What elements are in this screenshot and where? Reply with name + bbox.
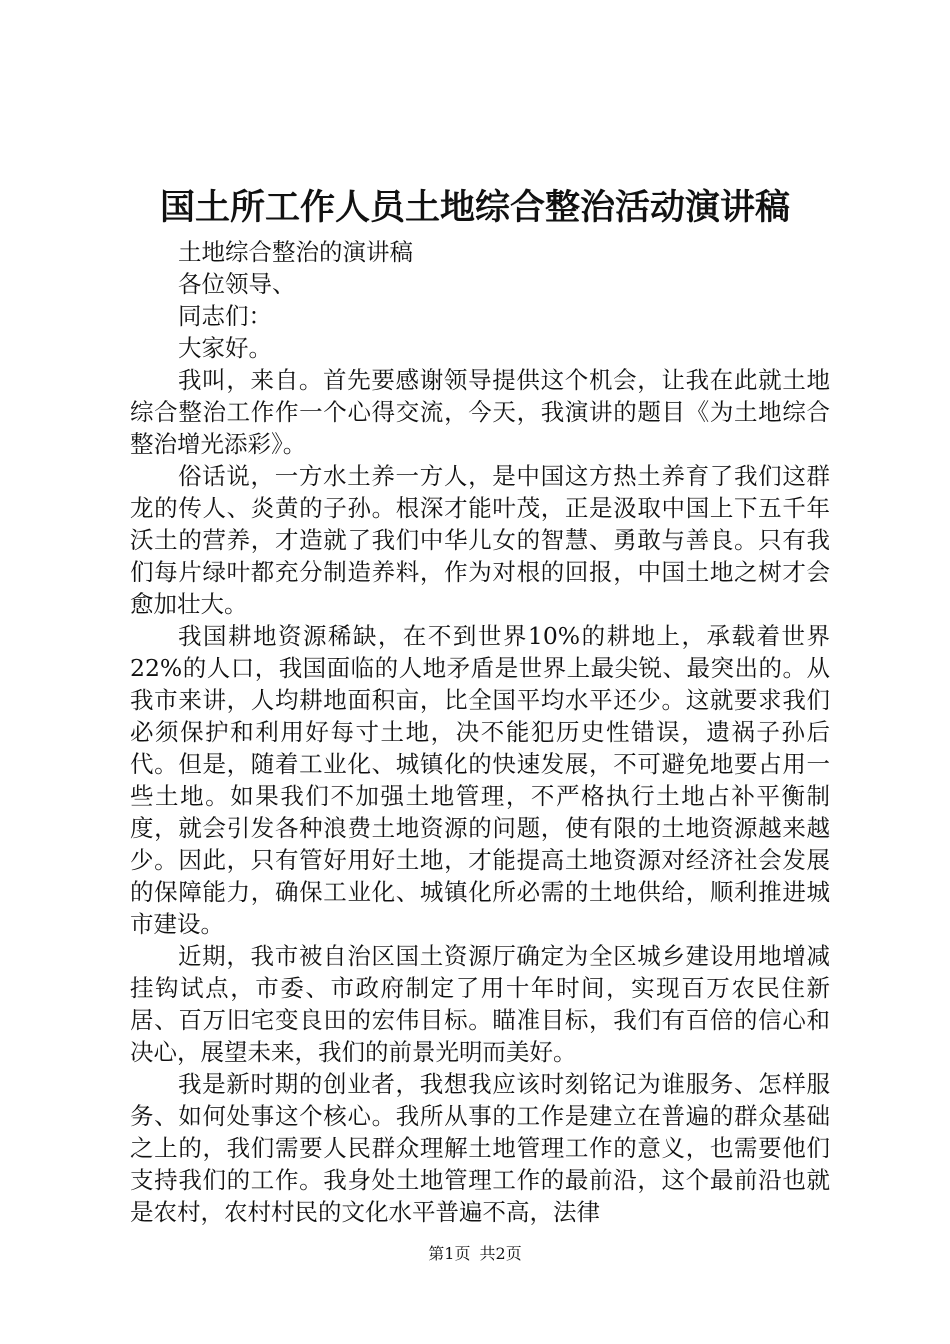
document-body [130, 236, 830, 1228]
page-number: 第1页 [428, 1244, 471, 1263]
page-total: 共2页 [479, 1244, 522, 1263]
paragraph-farmland: 我国耕地资源稀缺，在不到世界10%的耕地上，承载着世界22%的人口，我国面临的人地矛盾是世界上最尖锐、最突出的。从我市来讲，人均耕地面积亩，比全国平均水平还少。这就要求我们必须保护和利用好每寸土地，决不能犯历史性错误，遗祸子孙后代。但是，随着工业化、城镇化的快速发展，不可避免地要占用一些土地。如果我们不加强土地管理，不严格执行土地占补平衡制度，就会引发各种浪费土地资源的问题，使有限的土地资源越来越少。因此，只有管好用好土地，才能提高土地资源对经济社会发展的保障能力，确保工业化、城镇化所必需的土地供给，顺利推进城市建设。 [130, 622, 830, 938]
page-footer [0, 1244, 950, 1264]
paragraph-introduction: 我叫，来自。首先要感谢领导提供这个机会，让我在此就土地综合整治工作作一个心得交流，今天，我演讲的题目《为土地综合整治增光添彩》。 [130, 366, 830, 458]
paragraph-subtitle: 土地综合整治的演讲稿 [178, 238, 413, 266]
paragraph-service: 我是新时期的创业者，我想我应该时刻铭记为谁服务、怎样服务、如何处事这个核心。我所从事的工作是建立在普遍的群众基础之上的，我们需要人民群众理解土地管理工作的意义，也需要他们支持我们的工作。我身处土地管理工作的最前沿，这个最前沿也就是农村，农村村民的文化水平普遍不高，法律 [130, 1070, 830, 1226]
paragraph-pilot: 近期，我市被自治区国土资源厅确定为全区城乡建设用地增减挂钩试点，市委、市政府制定了用十年时间，实现百万农民住新居、百万旧宅变良田的宏伟目标。瞄准目标，我们有百倍的信心和决心，展望未来，我们的前景光明而美好。 [130, 942, 830, 1066]
paragraph-greeting: 大家好。 [178, 334, 272, 362]
paragraph-salutation-comrades: 同志们： [178, 302, 272, 330]
paragraph-salutation-leaders: 各位领导、 [178, 270, 296, 298]
paragraph-proverb: 俗话说，一方水土养一方人，是中国这方热土养育了我们这群龙的传人、炎黄的子孙。根深才能叶茂，正是汲取中国上下五千年沃土的营养，才造就了我们中华儿女的智慧、勇敢与善良。只有我们每片绿叶都充分制造养料，作为对根的回报，中国土地之树才会愈加壮大。 [130, 462, 830, 618]
document-title: 国土所工作人员土地综合整治活动演讲稿 [159, 187, 790, 228]
